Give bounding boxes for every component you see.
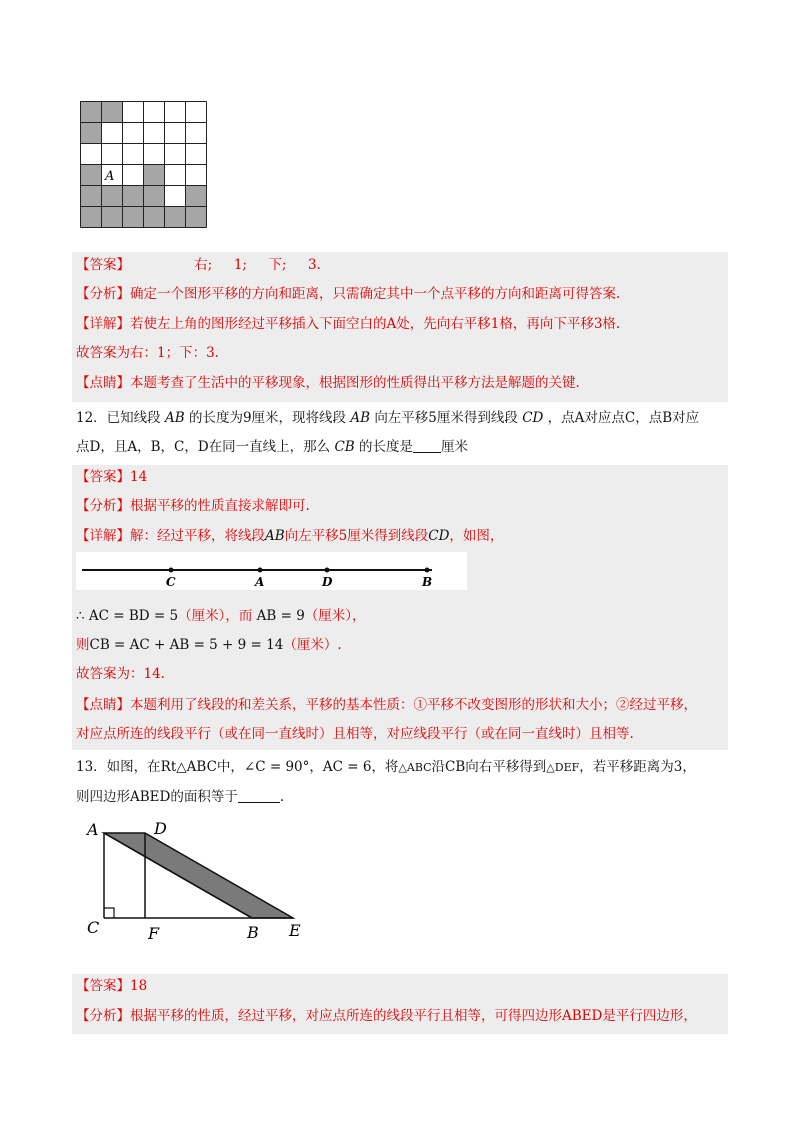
q12-comment-line2: 对应点所连的线段平行（或在同一直线时）且相等，对应线段平行（或在同一直线时）且相等.: [76, 726, 634, 742]
q13-text: 沿CB向右平移得到: [431, 759, 547, 775]
right-angle-mark: [104, 908, 114, 918]
q13-analysis-tag: 【分析】: [76, 1008, 130, 1024]
q13-answer-tag: 【答案】: [76, 978, 130, 994]
q12-detail-tag: 【详解】: [76, 528, 130, 544]
point-b: [425, 568, 430, 573]
q12-text: ，点A对应点C，点B对应: [547, 410, 700, 426]
q12-answer-value: 14: [130, 469, 148, 485]
q12-answer-tag: 【答案】: [76, 469, 130, 485]
q12-seg-ab: AB: [164, 410, 185, 426]
q12-question-line2: [76, 437, 468, 457]
q12-seg-cb: CB: [334, 439, 355, 455]
q13-text: 13．如图，在Rt△ABC中，: [76, 759, 244, 775]
q12-detail-text: 向左平移5厘米得到线段: [284, 528, 429, 544]
q12-text: 厘米: [441, 439, 468, 455]
label-b: B: [247, 923, 259, 942]
q13-question-line1: [76, 757, 696, 778]
q13-answer-blank: [238, 788, 280, 803]
point-label-b: B: [422, 575, 433, 589]
label-d: D: [154, 819, 167, 838]
q12-analysis-tag: 【分析】: [76, 498, 130, 514]
q13-text: ，将: [371, 759, 399, 775]
q12-seg-cd: CD: [522, 410, 544, 426]
q11-answer-value: 3.: [307, 257, 321, 273]
q12-answer-line: [76, 467, 147, 487]
q12-comment-text: 本题利用了线段的和差关系，平移的基本性质：①平移不改变图形的形状和大小；②经过平移，: [130, 697, 697, 713]
q12-analysis-text: 根据平移的性质直接求解即可.: [130, 498, 310, 514]
q12-detail-text: 解：经过平移，将线段: [130, 528, 265, 544]
point-label-d: D: [322, 575, 333, 589]
q11-comment-line: [76, 373, 580, 393]
q13-text: ，若平移距离为3，: [579, 759, 696, 775]
q13-text: .: [279, 789, 285, 805]
label-a: A: [87, 820, 99, 839]
point-d: [325, 568, 330, 573]
q11-analysis-text: 确定一个图形平移的方向和距离，只需确定其中一个点平移的方向和距离可得答案.: [130, 286, 621, 302]
q12-comment-tag: 【点睛】: [76, 697, 130, 713]
q11-detail-line: [76, 314, 620, 334]
label-c: C: [87, 918, 100, 937]
q11-answer-value: 右;: [194, 257, 213, 273]
q11-comment-text: 本题考查了生活中的平移现象，根据图形的性质得出平移方法是解题的关键.: [130, 375, 580, 391]
q12-text: 向左平移5厘米得到线段: [374, 410, 518, 426]
q11-detail-tag: 【详解】: [76, 316, 130, 332]
label-f: F: [148, 924, 160, 943]
q13-math: ∠C = 90°: [243, 759, 310, 775]
q13-math: △ABC: [398, 761, 432, 774]
q11-analysis-tag: 【分析】: [76, 286, 130, 302]
q12-calc2-prefix: 则: [76, 637, 90, 653]
q11-conclusion: 故答案为右：1；下：3.: [76, 345, 219, 361]
q12-text: 的长度为9厘米，现将线段: [188, 410, 347, 426]
q11-analysis-line: [76, 284, 620, 304]
q13-text: ，: [309, 759, 323, 775]
q12-calc2-unit: （厘米）.: [283, 637, 342, 653]
point-label-a: A: [255, 575, 265, 589]
q12-seg-ab: AB: [350, 410, 371, 426]
grid-figure: [80, 101, 208, 229]
q11-answer-value: 下;: [268, 257, 287, 273]
q11-answer-tag: 【答案】: [76, 257, 130, 273]
q12-calc-line2: [76, 635, 342, 655]
q12-question-line1: [76, 408, 699, 428]
number-line-svg: [76, 552, 467, 590]
q12-text: 的长度是: [359, 439, 413, 455]
q11-comment-tag: 【点睛】: [76, 375, 130, 391]
grid-label-a: A: [105, 169, 115, 184]
triangle-figure: [84, 812, 314, 947]
q12-calc1-unit2: （厘米），: [304, 608, 366, 624]
q12-calc1-unit: （厘米），而: [178, 608, 253, 624]
q12-analysis-line: [76, 496, 310, 516]
q12-seg-ab: AB: [265, 528, 285, 544]
q13-math: △DEF: [546, 761, 580, 774]
point-a: [258, 568, 263, 573]
q12-conclusion: 故答案为：14.: [76, 666, 165, 682]
q13-math: AC = 6: [322, 759, 372, 775]
segment-ab: [104, 833, 252, 918]
q12-detail-line: [76, 526, 503, 546]
shaded-parallelogram: [104, 833, 293, 918]
q12-calc1-math2: AB = 9: [256, 608, 305, 624]
q12-seg-cd: CD: [428, 528, 450, 544]
q13-analysis-text: 根据平移的性质，经过平移，对应点所连的线段平行且相等，可得四边形ABED是平行四边形，: [130, 1008, 697, 1024]
q13-question-line2: [76, 787, 284, 807]
q11-answer-value: 1;: [233, 257, 247, 273]
q12-calc2-math: CB = AC + AB = 5 + 9 = 14: [89, 637, 284, 653]
q13-answer-line: [76, 976, 147, 996]
point-c: [169, 568, 174, 573]
q12-text: 12．已知线段: [76, 410, 161, 426]
q11-detail-text: 若使左上角的图形经过平移插入下面空白的A处，先向右平移1格，再向下平移3格.: [130, 316, 621, 332]
q12-detail-text: ，如图，: [449, 528, 504, 544]
label-e: E: [289, 921, 301, 940]
q12-calc1-math: ∴ AC = BD = 5: [76, 608, 179, 624]
q12-text: 点D，且A，B，C，D在同一直线上，那么: [76, 439, 331, 455]
point-label-c: C: [166, 575, 176, 589]
q12-answer-blank: [413, 438, 441, 453]
q12-calc-line1: [76, 606, 366, 626]
q13-answer-value: 18: [130, 978, 148, 994]
q11-answer-line: [76, 255, 321, 275]
q13-analysis-line: [76, 1006, 697, 1026]
q13-text: 则四边形ABED的面积等于: [76, 789, 238, 805]
q12-comment-line1: [76, 695, 697, 715]
